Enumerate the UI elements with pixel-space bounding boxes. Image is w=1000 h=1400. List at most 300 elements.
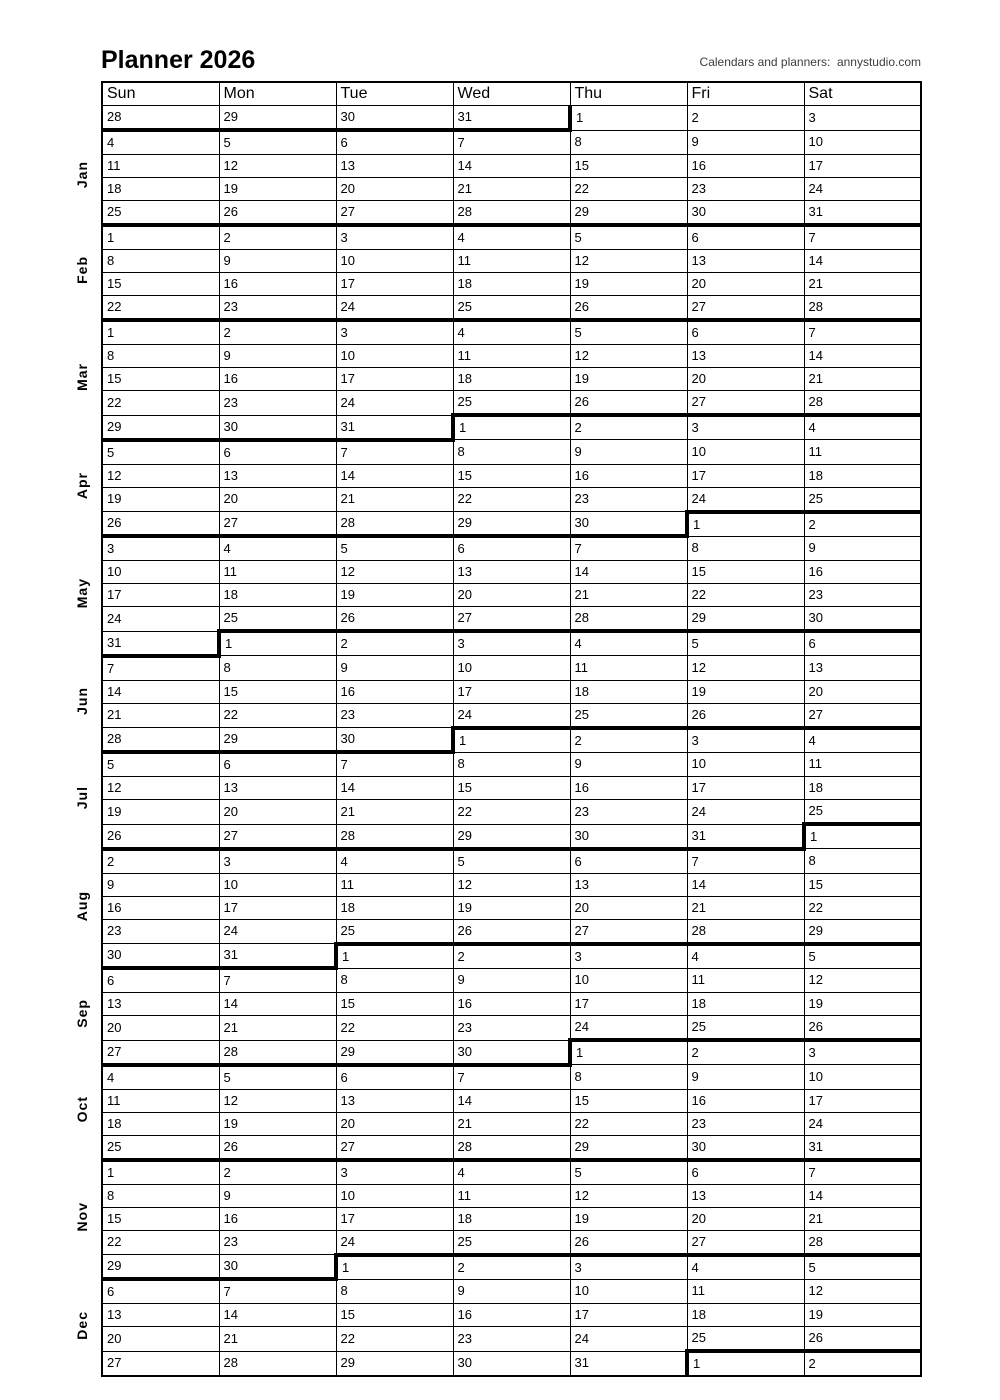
day-cell: 17 <box>804 155 921 178</box>
week-row <box>62 487 921 512</box>
day-cell: 18 <box>219 584 336 607</box>
day-cell: 6 <box>336 1065 453 1090</box>
week-row <box>62 824 921 849</box>
day-cell: 14 <box>804 1184 921 1207</box>
day-cell: 29 <box>102 415 219 440</box>
day-cell: 21 <box>336 487 453 512</box>
day-cell: 21 <box>570 584 687 607</box>
day-cell: 11 <box>804 752 921 777</box>
month-label-oct <box>62 1065 102 1160</box>
day-cell: 9 <box>687 130 804 155</box>
credit-text: Calendars and planners: annystudio.com <box>699 55 921 69</box>
week-row <box>62 1184 921 1207</box>
day-cell: 13 <box>102 1304 219 1327</box>
week-row <box>62 320 921 345</box>
day-cell: 4 <box>804 728 921 753</box>
day-cell: 3 <box>336 225 453 250</box>
day-cell: 27 <box>102 1040 219 1065</box>
day-cell: 6 <box>219 752 336 777</box>
day-cell: 13 <box>687 250 804 273</box>
day-cell: 16 <box>804 561 921 584</box>
day-cell: 30 <box>804 607 921 632</box>
day-cell: 7 <box>453 130 570 155</box>
month-label-feb <box>62 225 102 320</box>
day-cell: 5 <box>804 944 921 969</box>
day-cell: 5 <box>336 536 453 561</box>
day-cell: 19 <box>453 896 570 919</box>
day-cell: 2 <box>804 512 921 537</box>
day-cell: 12 <box>804 968 921 993</box>
day-cell: 16 <box>219 1207 336 1230</box>
day-cell: 25 <box>102 1135 219 1160</box>
day-cell: 15 <box>102 1207 219 1230</box>
day-cell: 5 <box>453 849 570 874</box>
day-cell: 18 <box>453 1207 570 1230</box>
day-cell: 7 <box>453 1065 570 1090</box>
day-cell: 4 <box>102 1065 219 1090</box>
day-cell: 4 <box>687 944 804 969</box>
day-cell: 28 <box>453 201 570 226</box>
day-cell: 20 <box>219 800 336 825</box>
day-cell: 14 <box>219 1304 336 1327</box>
week-row <box>62 1089 921 1112</box>
day-cell: 18 <box>102 178 219 201</box>
day-cell: 21 <box>453 178 570 201</box>
day-cell: 1 <box>102 320 219 345</box>
day-cell: 30 <box>219 1255 336 1280</box>
day-cell: 4 <box>453 320 570 345</box>
day-cell: 23 <box>804 584 921 607</box>
day-cell: 15 <box>453 777 570 800</box>
day-cell: 18 <box>102 1112 219 1135</box>
day-cell: 22 <box>336 1016 453 1041</box>
day-cell: 8 <box>102 345 219 368</box>
day-cell: 6 <box>453 536 570 561</box>
day-cell: 10 <box>336 250 453 273</box>
day-cell: 14 <box>453 155 570 178</box>
month-label-aug <box>62 849 102 969</box>
week-row <box>62 512 921 537</box>
day-cell: 6 <box>570 849 687 874</box>
day-cell: 1 <box>336 1255 453 1280</box>
day-cell: 15 <box>219 680 336 703</box>
day-cell: 19 <box>219 1112 336 1135</box>
day-cell: 23 <box>570 800 687 825</box>
weekday-header-sat: Sat <box>804 82 921 106</box>
day-cell: 28 <box>102 728 219 753</box>
day-cell: 16 <box>570 777 687 800</box>
week-row <box>62 993 921 1016</box>
day-cell: 11 <box>570 656 687 681</box>
day-cell: 4 <box>804 415 921 440</box>
month-label-jul <box>62 752 102 849</box>
day-cell: 30 <box>336 106 453 131</box>
day-cell: 3 <box>804 1040 921 1065</box>
day-cell: 4 <box>102 130 219 155</box>
month-label-spacer <box>62 82 102 106</box>
week-row <box>62 656 921 681</box>
day-cell: 4 <box>219 536 336 561</box>
day-cell: 19 <box>336 584 453 607</box>
day-cell: 24 <box>336 1230 453 1255</box>
day-cell: 10 <box>687 440 804 465</box>
day-cell: 1 <box>804 824 921 849</box>
day-cell: 27 <box>804 703 921 728</box>
week-row <box>62 752 921 777</box>
day-cell: 28 <box>570 607 687 632</box>
day-cell: 11 <box>687 968 804 993</box>
week-row <box>62 1040 921 1065</box>
day-cell: 29 <box>219 106 336 131</box>
day-cell: 28 <box>804 296 921 321</box>
day-cell: 20 <box>102 1327 219 1352</box>
day-cell: 27 <box>687 1230 804 1255</box>
day-cell: 14 <box>453 1089 570 1112</box>
day-cell: 13 <box>687 345 804 368</box>
day-cell: 31 <box>804 201 921 226</box>
day-cell: 30 <box>336 728 453 753</box>
day-cell: 12 <box>570 250 687 273</box>
month-label-text: Nov <box>73 1202 90 1232</box>
day-cell: 20 <box>336 178 453 201</box>
day-cell: 24 <box>687 800 804 825</box>
day-cell: 4 <box>453 225 570 250</box>
day-cell: 10 <box>336 1184 453 1207</box>
month-label-sep <box>62 968 102 1065</box>
day-cell: 31 <box>219 944 336 969</box>
day-cell: 14 <box>336 777 453 800</box>
week-row <box>62 631 921 656</box>
day-cell: 21 <box>453 1112 570 1135</box>
day-cell: 13 <box>336 155 453 178</box>
day-cell: 25 <box>102 201 219 226</box>
day-cell: 17 <box>102 584 219 607</box>
day-cell: 9 <box>687 1065 804 1090</box>
day-cell: 23 <box>219 1230 336 1255</box>
day-cell: 3 <box>804 106 921 131</box>
day-cell: 26 <box>687 703 804 728</box>
week-row <box>62 728 921 753</box>
day-cell: 28 <box>102 106 219 131</box>
day-cell: 10 <box>570 1279 687 1304</box>
day-cell: 1 <box>570 1040 687 1065</box>
day-cell: 17 <box>570 1304 687 1327</box>
day-cell: 24 <box>570 1327 687 1352</box>
day-cell: 21 <box>102 703 219 728</box>
week-row <box>62 464 921 487</box>
month-label-text: Apr <box>73 471 90 499</box>
week-row <box>62 896 921 919</box>
day-cell: 7 <box>219 1279 336 1304</box>
month-label-jun <box>62 656 102 753</box>
day-cell: 20 <box>687 1207 804 1230</box>
day-cell: 24 <box>804 1112 921 1135</box>
week-row <box>62 536 921 561</box>
day-cell: 27 <box>219 512 336 537</box>
day-cell: 15 <box>687 561 804 584</box>
day-cell: 7 <box>102 656 219 681</box>
day-cell: 15 <box>453 464 570 487</box>
day-cell: 16 <box>687 1089 804 1112</box>
day-cell: 2 <box>219 320 336 345</box>
day-cell: 8 <box>804 849 921 874</box>
day-cell: 3 <box>570 1255 687 1280</box>
day-cell: 17 <box>336 273 453 296</box>
day-cell: 29 <box>570 1135 687 1160</box>
day-cell: 17 <box>336 368 453 391</box>
day-cell: 27 <box>687 391 804 416</box>
day-cell: 19 <box>804 1304 921 1327</box>
day-cell: 22 <box>102 391 219 416</box>
day-cell: 12 <box>102 464 219 487</box>
day-cell: 9 <box>570 752 687 777</box>
day-cell: 28 <box>453 1135 570 1160</box>
week-row <box>62 106 921 131</box>
day-cell: 9 <box>570 440 687 465</box>
day-cell: 21 <box>804 1207 921 1230</box>
day-cell: 6 <box>687 320 804 345</box>
day-cell: 15 <box>102 273 219 296</box>
day-cell: 9 <box>219 345 336 368</box>
planner-body <box>62 82 921 1376</box>
day-cell: 10 <box>804 130 921 155</box>
day-cell: 3 <box>453 631 570 656</box>
week-row <box>62 1016 921 1041</box>
day-cell: 6 <box>687 1160 804 1185</box>
day-cell: 8 <box>453 440 570 465</box>
day-cell: 27 <box>219 824 336 849</box>
day-cell: 19 <box>102 800 219 825</box>
day-cell: 13 <box>219 464 336 487</box>
day-cell: 12 <box>102 777 219 800</box>
day-cell: 25 <box>453 391 570 416</box>
day-cell: 26 <box>570 1230 687 1255</box>
month-label-text: Aug <box>73 890 90 921</box>
day-cell: 29 <box>102 1255 219 1280</box>
day-cell: 23 <box>687 1112 804 1135</box>
day-cell: 9 <box>219 1184 336 1207</box>
week-row <box>62 273 921 296</box>
day-cell: 14 <box>336 464 453 487</box>
day-cell: 30 <box>102 944 219 969</box>
day-cell: 8 <box>102 250 219 273</box>
day-cell: 2 <box>687 106 804 131</box>
day-cell: 12 <box>570 345 687 368</box>
week-row <box>62 849 921 874</box>
day-cell: 8 <box>336 968 453 993</box>
day-cell: 6 <box>336 130 453 155</box>
day-cell: 24 <box>219 919 336 944</box>
day-cell: 30 <box>219 415 336 440</box>
day-cell: 25 <box>804 800 921 825</box>
day-cell: 1 <box>453 415 570 440</box>
day-cell: 29 <box>336 1351 453 1376</box>
week-row <box>62 296 921 321</box>
day-cell: 29 <box>336 1040 453 1065</box>
day-cell: 8 <box>687 536 804 561</box>
day-cell: 10 <box>219 873 336 896</box>
day-cell: 31 <box>102 631 219 656</box>
weekday-header-sun: Sun <box>102 82 219 106</box>
day-cell: 12 <box>804 1279 921 1304</box>
week-row <box>62 1255 921 1280</box>
week-row <box>62 440 921 465</box>
day-cell: 2 <box>219 1160 336 1185</box>
day-cell: 22 <box>102 1230 219 1255</box>
week-row <box>62 1304 921 1327</box>
day-cell: 24 <box>687 487 804 512</box>
day-cell: 16 <box>570 464 687 487</box>
day-cell: 23 <box>102 919 219 944</box>
week-row <box>62 1279 921 1304</box>
day-cell: 1 <box>453 728 570 753</box>
day-cell: 20 <box>687 273 804 296</box>
week-row <box>62 1230 921 1255</box>
day-cell: 7 <box>219 968 336 993</box>
day-cell: 22 <box>102 296 219 321</box>
day-cell: 3 <box>570 944 687 969</box>
day-cell: 3 <box>336 1160 453 1185</box>
day-cell: 23 <box>453 1327 570 1352</box>
day-cell: 19 <box>570 368 687 391</box>
day-cell: 1 <box>219 631 336 656</box>
day-cell: 6 <box>687 225 804 250</box>
day-cell: 26 <box>804 1327 921 1352</box>
day-cell: 15 <box>102 368 219 391</box>
day-cell: 20 <box>453 584 570 607</box>
day-cell: 20 <box>804 680 921 703</box>
day-cell: 25 <box>453 1230 570 1255</box>
day-cell: 26 <box>102 512 219 537</box>
day-cell: 7 <box>687 849 804 874</box>
day-cell: 23 <box>336 703 453 728</box>
day-cell: 10 <box>804 1065 921 1090</box>
day-cell: 1 <box>687 1351 804 1376</box>
day-cell: 1 <box>102 225 219 250</box>
day-cell: 5 <box>804 1255 921 1280</box>
day-cell: 21 <box>687 896 804 919</box>
day-cell: 29 <box>570 201 687 226</box>
day-cell: 31 <box>336 415 453 440</box>
day-cell: 22 <box>687 584 804 607</box>
day-cell: 6 <box>804 631 921 656</box>
day-cell: 22 <box>570 178 687 201</box>
day-cell: 15 <box>804 873 921 896</box>
day-cell: 2 <box>687 1040 804 1065</box>
day-cell: 31 <box>453 106 570 131</box>
day-cell: 11 <box>453 345 570 368</box>
day-cell: 28 <box>336 824 453 849</box>
day-cell: 13 <box>219 777 336 800</box>
day-cell: 23 <box>453 1016 570 1041</box>
day-cell: 17 <box>453 680 570 703</box>
day-cell: 28 <box>219 1040 336 1065</box>
day-cell: 24 <box>804 178 921 201</box>
day-cell: 15 <box>336 1304 453 1327</box>
day-cell: 4 <box>570 631 687 656</box>
day-cell: 17 <box>687 777 804 800</box>
day-cell: 12 <box>453 873 570 896</box>
week-row <box>62 1065 921 1090</box>
day-cell: 11 <box>102 155 219 178</box>
day-cell: 25 <box>687 1327 804 1352</box>
week-row <box>62 1135 921 1160</box>
day-cell: 27 <box>570 919 687 944</box>
day-cell: 4 <box>336 849 453 874</box>
day-cell: 13 <box>102 993 219 1016</box>
day-cell: 26 <box>570 296 687 321</box>
month-label-text: Feb <box>73 256 90 284</box>
week-row <box>62 391 921 416</box>
month-label-nov <box>62 1160 102 1280</box>
day-cell: 10 <box>687 752 804 777</box>
day-cell: 2 <box>219 225 336 250</box>
day-cell: 22 <box>219 703 336 728</box>
day-cell: 14 <box>219 993 336 1016</box>
day-cell: 7 <box>804 320 921 345</box>
day-cell: 17 <box>804 1089 921 1112</box>
day-cell: 13 <box>336 1089 453 1112</box>
day-cell: 3 <box>687 415 804 440</box>
day-cell: 11 <box>453 250 570 273</box>
day-cell: 26 <box>453 919 570 944</box>
day-cell: 26 <box>219 201 336 226</box>
day-cell: 26 <box>804 1016 921 1041</box>
day-cell: 5 <box>570 225 687 250</box>
day-cell: 18 <box>453 368 570 391</box>
day-cell: 26 <box>102 824 219 849</box>
day-cell: 27 <box>453 607 570 632</box>
day-cell: 7 <box>336 752 453 777</box>
day-cell: 10 <box>453 656 570 681</box>
day-cell: 13 <box>453 561 570 584</box>
day-cell: 29 <box>453 512 570 537</box>
month-label-text: Jul <box>73 786 90 810</box>
day-cell: 18 <box>687 993 804 1016</box>
day-cell: 11 <box>102 1089 219 1112</box>
planner-table <box>62 81 922 1377</box>
day-cell: 14 <box>804 345 921 368</box>
day-cell: 11 <box>336 873 453 896</box>
week-row <box>62 680 921 703</box>
day-cell: 30 <box>453 1040 570 1065</box>
day-cell: 16 <box>453 993 570 1016</box>
week-row <box>62 703 921 728</box>
day-cell: 8 <box>336 1279 453 1304</box>
week-row <box>62 1160 921 1185</box>
month-label-dec <box>62 1279 102 1376</box>
day-cell: 18 <box>336 896 453 919</box>
day-cell: 24 <box>570 1016 687 1041</box>
page-title: Planner 2026 <box>101 46 256 74</box>
day-cell: 2 <box>570 728 687 753</box>
day-cell: 30 <box>687 201 804 226</box>
day-cell: 9 <box>804 536 921 561</box>
day-cell: 27 <box>336 1135 453 1160</box>
day-cell: 23 <box>219 391 336 416</box>
day-cell: 2 <box>804 1351 921 1376</box>
day-cell: 15 <box>570 155 687 178</box>
day-cell: 31 <box>570 1351 687 1376</box>
day-cell: 7 <box>804 1160 921 1185</box>
day-cell: 28 <box>687 919 804 944</box>
week-row <box>62 561 921 584</box>
day-cell: 18 <box>804 777 921 800</box>
day-cell: 17 <box>570 993 687 1016</box>
month-label-mar <box>62 320 102 440</box>
week-row <box>62 1327 921 1352</box>
day-cell: 14 <box>570 561 687 584</box>
